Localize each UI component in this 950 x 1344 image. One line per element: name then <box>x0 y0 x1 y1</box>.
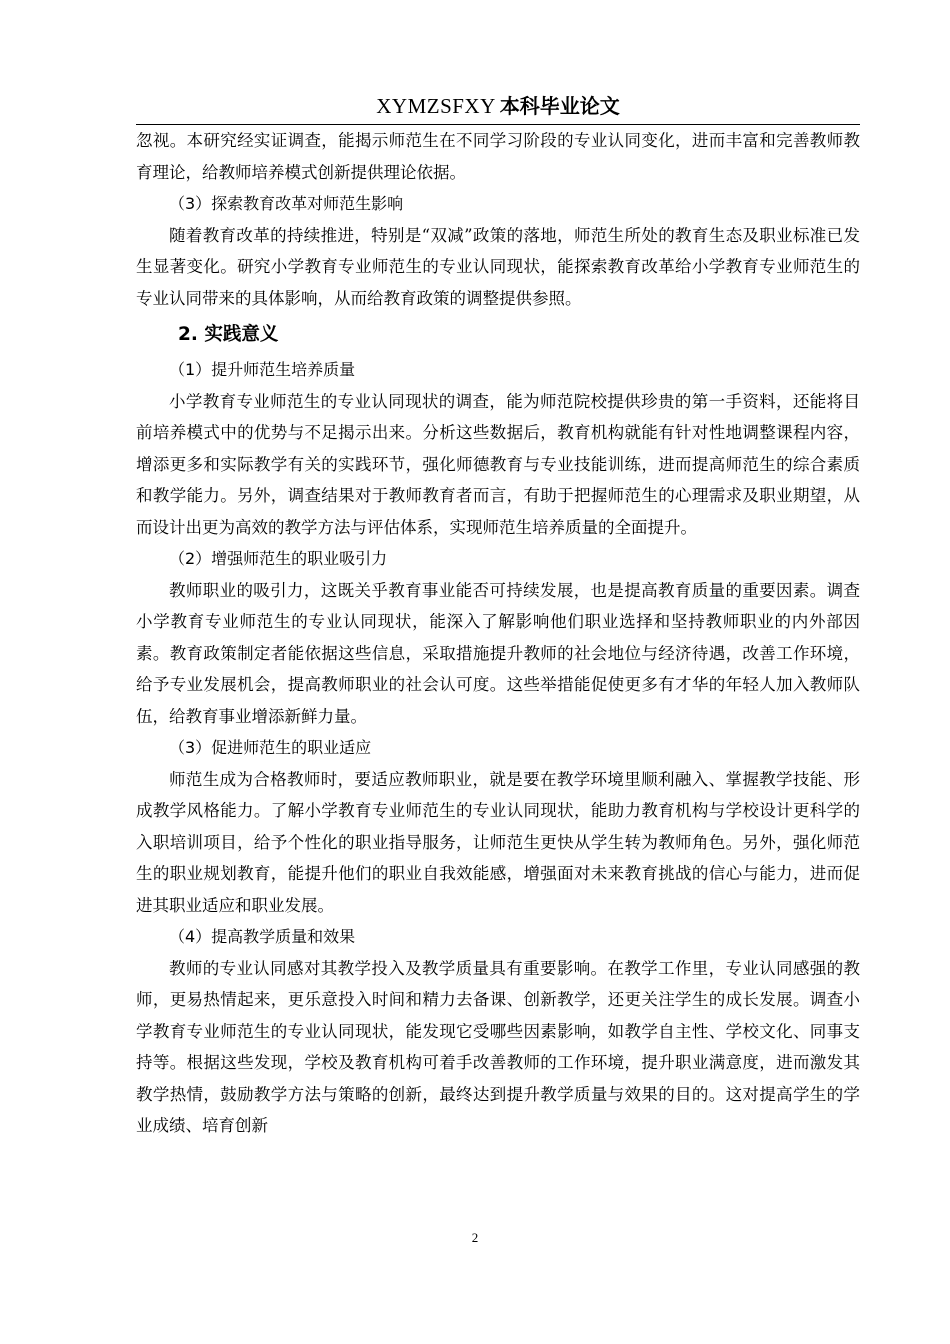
paragraph: 教师职业的吸引力，这既关乎教育事业能否可持续发展，也是提高教育质量的重要因素。调查小学教育专业师范生的专业认同现状，能深入了解影响他们职业选择和坚持教师职业的内外部因素。教育政策制定者能依据这些信息，采取措施提升教师的社会地位与经济待遇，改善工作环境，给予专业发展机会，提高教师职业的社会认可度。这些举措能促使更多有才华的年轻人加入教师队伍，给教育事业增添新鲜力量。 <box>136 580 860 726</box>
subheading-explore-reform: （3）探索教育改革对师范生影响 <box>169 194 404 213</box>
document-body <box>136 125 860 1142</box>
subheading-career-adaptation: （3）促进师范生的职业适应 <box>169 738 372 757</box>
paragraph: 小学教育专业师范生的专业认同现状的调查，能为师范院校提供珍贵的第一手资料，还能将目前培养模式中的优势与不足揭示出来。分析这些数据后，教育机构就能有针对性地调整课程内容，增添更多和实际教学有关的实践环节，强化师德教育与专业技能训练，进而提高师范生的综合素质和教学能力。另外，调查结果对于教师教育者而言，有助于把握师范生的心理需求及职业期望，从而设计出更为高效的教学方法与评估体系，实现师范生培养质量的全面提升。 <box>136 391 860 537</box>
section-heading-practical-significance: 2. 实践意义 <box>178 324 279 345</box>
paragraph: 师范生成为合格教师时，要适应教师职业，就是要在教学环境里顺利融入、掌握教学技能、形成教学风格能力。了解小学教育专业师范生的专业认同现状，能助力教育机构与学校设计更科学的入职培训项目，给予个性化的职业指导服务，让师范生更快从学生转为教师角色。另外，强化师范生的职业规划教育，能提升他们的职业自我效能感，增强面对未来教育挑战的信心与能力，进而促进其职业适应和职业发展。 <box>136 769 860 915</box>
page-number: 2 <box>471 1230 479 1245</box>
paragraph: 教师的专业认同感对其教学投入及教学质量具有重要影响。在教学工作里，专业认同感强的教师，更易热情起来，更乐意投入时间和精力去备课、创新教学，还更关注学生的成长发展。调查小学教育专业师范生的专业认同现状，能发现它受哪些因素影响，如教学自主性、学校文化、同事支持等。根据这些发现，学校及教育机构可着手改善教师的工作环境，提升职业满意度，进而激发其教学热情，鼓励教学方法与策略的创新，最终达到提升教学质量与效果的目的。这对提高学生的学业成绩、培育创新 <box>136 958 860 1135</box>
subheading-career-attraction: （2）增强师范生的职业吸引力 <box>169 549 388 568</box>
page-header <box>136 92 860 125</box>
paragraph-continued: 忽视。本研究经实证调查，能揭示师范生在不同学习阶段的专业认同变化，进而丰富和完善教师教育理论，给教师培养模式创新提供理论依据。 <box>136 131 860 182</box>
paragraph: 随着教育改革的持续推进，特别是“双减”政策的落地，师范生所处的教育生态及职业标准已发生显著变化。研究小学教育专业师范生的专业认同现状，能探索教育改革给小学教育专业师范生的专业认同带来的具体影响，从而给教育政策的调整提供参照。 <box>136 225 860 308</box>
header-latin-title: XYMZSFXY <box>376 94 496 118</box>
subheading-training-quality: （1）提升师范生培养质量 <box>169 360 356 379</box>
header-cn-title: 本科毕业论文 <box>499 94 620 118</box>
subheading-teaching-quality: （4）提高教学质量和效果 <box>169 927 356 946</box>
